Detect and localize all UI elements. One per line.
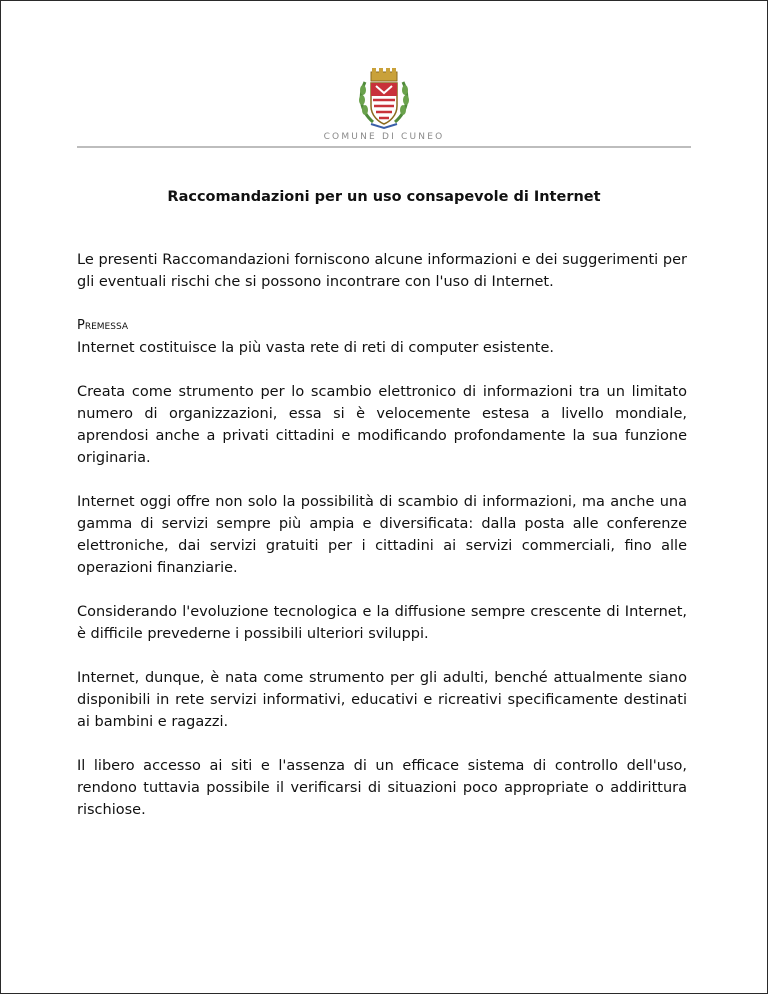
document-title: Raccomandazioni per un uso consapevole di Internet — [167, 189, 601, 205]
intro-paragraph: Le presenti Raccomandazioni forniscono alcune informazioni e dei suggerimenti per gli eventuali rischi che si possono incontrare con l'uso di Internet. — [77, 252, 687, 290]
organization-name: COMUNE DI CUNEO — [323, 132, 445, 142]
section-heading: Premessa — [77, 318, 128, 333]
coat-of-arms-icon — [351, 66, 417, 132]
letterhead — [0, 66, 768, 142]
document-body — [77, 249, 687, 843]
body-paragraph: Il libero accesso ai siti e l'assenza di un efficace sistema di controllo dell'uso, rendono tuttavia possibile il verificarsi di situazioni poco appropriate o addirittura rischiose. — [77, 758, 687, 818]
body-paragraph: Internet, dunque, è nata come strumento per gli adulti, benché attualmente siano disponibili in rete servizi informativi, educativi e ricreativi specificamente destinati ai bambini e ragazzi. — [77, 670, 687, 730]
body-paragraph: Internet oggi offre non solo la possibilità di scambio di informazioni, ma anche una gamma di servizi sempre più ampia e diversificata: dalla posta alle conferenze elettroniche, dai servizi gratuiti per i cittadini ai servizi commerciali, fino alle operazioni finanziarie. — [77, 494, 687, 576]
body-paragraph: Considerando l'evoluzione tecnologica e la diffusione sempre crescente di Internet, è difficile prevederne i possibili ulteriori sviluppi. — [77, 604, 687, 642]
body-paragraph: Creata come strumento per lo scambio elettronico di informazioni tra un limitato numero di organizzazioni, essa si è velocemente estesa a livello mondiale, aprendosi anche a privati cittadini e modificando profondamente la sua funzione originaria. — [77, 384, 687, 466]
section-intro-paragraph: Internet costituisce la più vasta rete di reti di computer esistente. — [77, 340, 554, 356]
header-divider — [77, 146, 691, 148]
